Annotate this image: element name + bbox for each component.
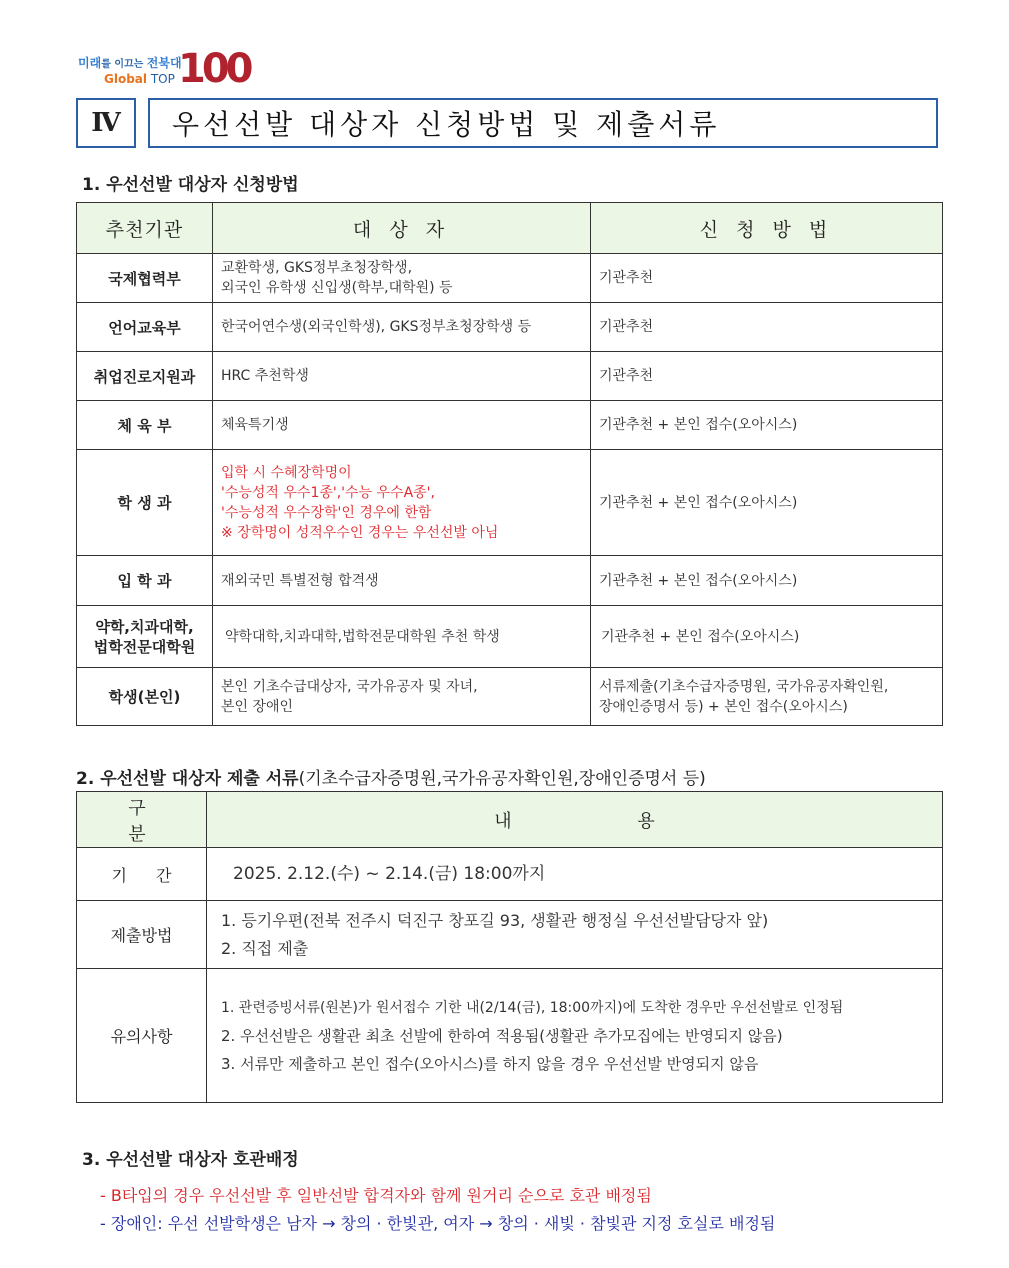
org-cell: 취업진로지원과 xyxy=(77,352,213,401)
logo-text-part: TOP xyxy=(150,72,175,86)
notes-label: 유의사항 xyxy=(77,969,207,1103)
period-value: 2025. 2.12.(수) ~ 2.14.(금) 18:00까지 xyxy=(207,848,943,901)
logo-text-part: 전북대 xyxy=(146,56,182,70)
application-method-table xyxy=(76,202,943,726)
note-line: 2. 우선선발은 생활관 최초 선발에 한하여 적용됨(생활관 추가모집에는 반영되지 않음) xyxy=(221,1026,783,1045)
target-line: '수능성적 우수1종','수능 우수A종', xyxy=(221,484,435,501)
part2-heading-bold: 2. 우선선발 대상자 제출 서류 xyxy=(76,769,299,789)
org-line: 법학전문대학원 xyxy=(93,637,196,656)
method-label: 제출방법 xyxy=(77,901,207,969)
logo-text-part: 미래 xyxy=(78,56,102,70)
method-line: 서류제출(기초수급자증명원, 국가유공자확인원, xyxy=(599,678,889,695)
target-line: ※ 장학명이 성적우수인 경우는 우선선발 아님 xyxy=(221,524,499,541)
target-line: '수능성적 우수장학'인 경우에 한함 xyxy=(221,504,432,521)
method-cell: 기관추천 xyxy=(591,303,943,352)
header-method: 신 청 방 법 xyxy=(591,203,943,254)
table-row xyxy=(77,401,943,450)
logo-number: 100 xyxy=(178,46,250,92)
target-line: 본인 기초수급대상자, 국가유공자 및 자녀, xyxy=(221,678,478,695)
org-cell xyxy=(77,606,213,668)
method-cell: 기관추천 + 본인 접수(오아시스) xyxy=(591,401,943,450)
table-row xyxy=(77,901,943,969)
org-cell: 언어교육부 xyxy=(77,303,213,352)
method-cell: 기관추천 + 본인 접수(오아시스) xyxy=(591,606,943,668)
logo-slogan xyxy=(78,54,182,71)
header-target: 대 상 자 xyxy=(213,203,591,254)
part3-heading: 3. 우선선발 대상자 호관배정 xyxy=(82,1150,299,1170)
submission-documents-table xyxy=(76,791,943,1103)
target-cell: 한국어연수생(외국인학생), GKS정부초청장학생 등 xyxy=(213,303,591,352)
table-header-row xyxy=(77,792,943,848)
target-cell xyxy=(213,254,591,303)
method-cell: 기관추천 + 본인 접수(오아시스) xyxy=(591,556,943,606)
method-cell xyxy=(591,668,943,726)
org-cell: 체 육 부 xyxy=(77,401,213,450)
logo-text-part: Global xyxy=(104,72,148,86)
target-cell: 약학대학,치과대학,법학전문대학원 추천 학생 xyxy=(213,606,591,668)
section-title: 우선선발 대상자 신청방법 및 제출서류 xyxy=(148,98,938,148)
note-line: 3. 서류만 제출하고 본인 접수(오아시스)를 하지 않을 경우 우선선발 반영되지 않음 xyxy=(221,1054,759,1073)
notes-content xyxy=(207,969,943,1103)
header-category: 구 분 xyxy=(77,792,207,848)
table-row xyxy=(77,254,943,303)
org-cell: 입 학 과 xyxy=(77,556,213,606)
target-cell xyxy=(213,450,591,556)
section-header xyxy=(76,98,938,150)
method-line: 장애인증명서 등) + 본인 접수(오아시스) xyxy=(599,698,848,715)
target-line: 본인 장애인 xyxy=(221,698,294,715)
logo-global-top xyxy=(104,72,175,86)
org-line: 약학,치과대학, xyxy=(95,617,194,636)
method-cell: 기관추천 + 본인 접수(오아시스) xyxy=(591,450,943,556)
target-line: 교환학생, GKS정부초청장학생, xyxy=(221,260,413,276)
method-content xyxy=(207,901,943,969)
target-cell: 체육특기생 xyxy=(213,401,591,450)
target-cell xyxy=(213,668,591,726)
part1-heading: 1. 우선선발 대상자 신청방법 xyxy=(82,175,299,195)
org-cell: 학 생 과 xyxy=(77,450,213,556)
logo-text-part: 를 이끄는 xyxy=(101,59,144,70)
target-line: 외국인 유학생 신입생(학부,대학원) 등 xyxy=(221,280,453,296)
section-number: Ⅳ xyxy=(76,98,136,148)
method-cell: 기관추천 xyxy=(591,352,943,401)
table-row xyxy=(77,606,943,668)
org-cell: 학생(본인) xyxy=(77,668,213,726)
method-line: 1. 등기우편(전북 전주시 덕진구 창포길 93, 생활관 행정실 우선선발담당자 앞) xyxy=(221,910,769,930)
target-cell: 재외국민 특별전형 합격생 xyxy=(213,556,591,606)
part3-bullet-disabled: - 장애인: 우선 선발학생은 남자 → 창의 · 한빛관, 여자 → 창의 · 새빛 · 참빛관 지정 호실로 배정됨 xyxy=(100,1214,776,1233)
method-cell: 기관추천 xyxy=(591,254,943,303)
university-logo xyxy=(76,46,250,96)
target-line: 입학 시 수혜장학명이 xyxy=(221,464,352,481)
table-row xyxy=(77,352,943,401)
target-cell: HRC 추천학생 xyxy=(213,352,591,401)
header-org: 추천기관 xyxy=(77,203,213,254)
part2-heading xyxy=(76,764,706,789)
table-row xyxy=(77,303,943,352)
part2-heading-normal: (기초수급자증명원,국가유공자확인원,장애인증명서 등) xyxy=(298,769,706,789)
table-row xyxy=(77,450,943,556)
org-cell: 국제협력부 xyxy=(77,254,213,303)
table-row xyxy=(77,668,943,726)
part3-bullet-btype: - B타입의 경우 우선선발 후 일반선발 합격자와 함께 원거리 순으로 호관 배정됨 xyxy=(100,1186,652,1205)
table-row xyxy=(77,969,943,1103)
table-row xyxy=(77,848,943,901)
method-line: 2. 직접 제출 xyxy=(221,938,309,958)
period-label: 기 간 xyxy=(77,848,207,901)
table-header-row xyxy=(77,203,943,254)
header-content: 내 용 xyxy=(207,792,943,848)
table-row xyxy=(77,556,943,606)
note-line: 1. 관련증빙서류(원본)가 원서접수 기한 내(2/14(금), 18:00까지)에 도착한 경우만 우선선발로 인정됨 xyxy=(221,999,844,1016)
